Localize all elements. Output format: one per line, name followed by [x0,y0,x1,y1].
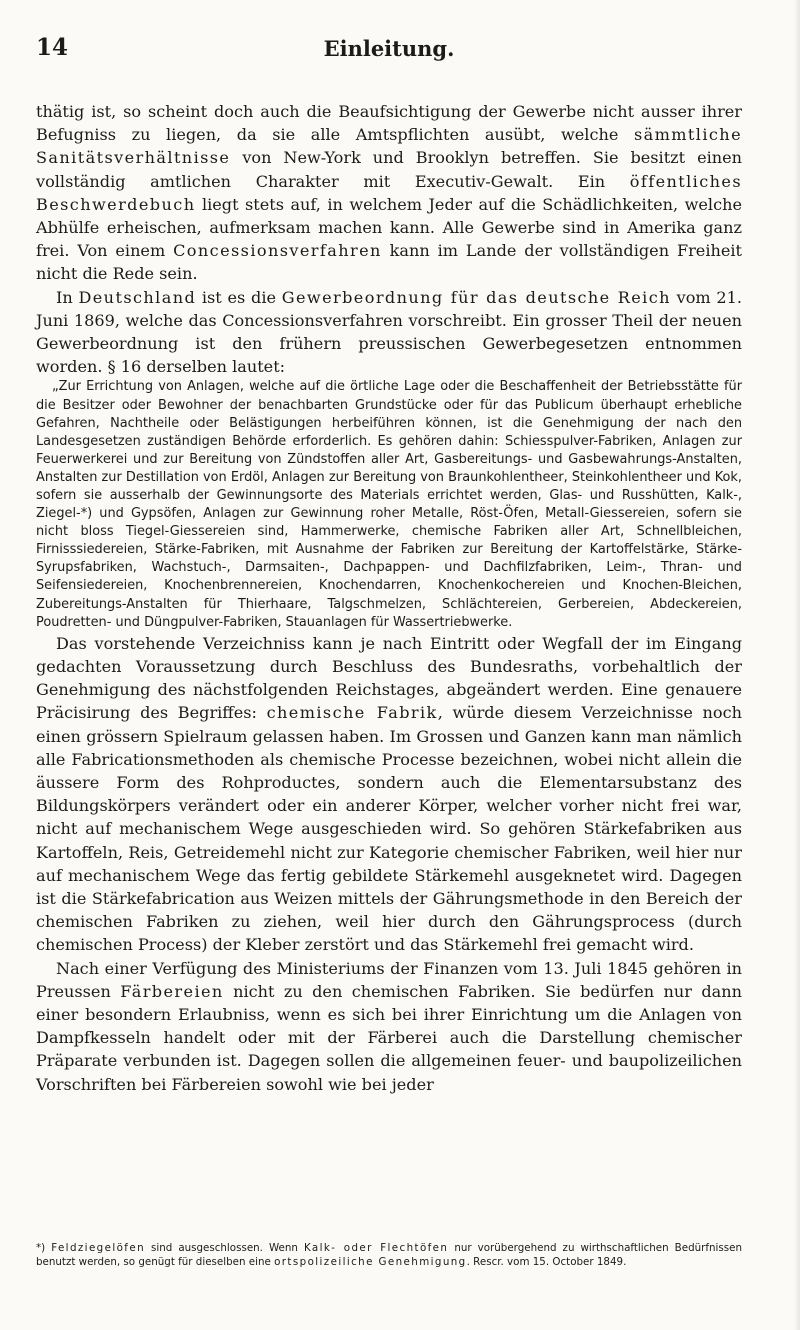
paragraph-1: thätig ist, so scheint doch auch die Beaufsichtigung der Gewerbe nicht ausser ihrer Befugniss zu liegen, da sie alle Amtspflichten ausübt, welche sämmtliche Sanitätsverhältnisse von New-York und Brooklyn betreffen. Sie besitzt einen vollständig amtlichen Charakter mit Executiv-Gewalt. Ein öffentliches Beschwerdebuch liegt stets auf, in welchem Jeder auf die Schädlichkeiten, welche Abhülfe erheischen, aufmerksam machen kann. Alle Gewerbe sind in Amerika ganz frei. Von einem Concessionsverfahren kann im Lande der vollständigen Freiheit nicht die Rede sein. [36,102,742,284]
spaced-emphasis: chemische Fabrik [266,703,438,723]
main-text [36,100,742,1096]
spaced-emphasis: öffentliches Beschwerdebuch [36,171,742,214]
quoted-section-16: „Zur Errichtung von Anlagen, welche auf die örtliche Lage oder die Beschaffenheit der Betriebsstätte für die Besitzer oder Bewohner der benachbarten Grundstücke oder für das Publicum überhaupt erhebliche Gefahren, Nachtheile oder Belästigungen herbeiführen können, ist die Genehmigung der nach den Landesgesetzen zuständigen Behörde erforderlich. Es gehören dahin: Schiesspulver-Fabriken, Anlagen zur Feuerwerkerei und zur Bereitung von Zündstoffen aller Art, Gasbereitungs- und Gasbewahrungs-Anstalten, Anstalten zur Destillation von Erdöl, Anlagen zur Bereitung von Braunkohlentheer, Steinkohlentheer und Kok, sofern sie ausserhalb der Gewinnungsorte des Materials errichtet werden, Glas- und Russhütten, Kalk-, Ziegel-*) und Gypsöfen, Anlagen zur Gewinnung roher Metalle, Röst-Öfen, Metall-Giessereien, sofern sie nicht bloss Tiegel-Giessereien sind, Hammerwerke, chemische Fabriken aller Art, Schnellbleichen, Firnisssiedereien, Stärke-Fabriken, mit Ausnahme der Fabriken zur Bereitung der Kartoffelstärke, Stärke-Syrupsfabriken, Wachstuch-, Darmsaiten-, Dachpappen- und Dachfilzfabriken, Leim-, Thran- und Seifensiedereien, Knochenbrennereien, Knochendarren, Knochenkochereien und Knochen-Bleichen, Zubereitungs-Anstalten für Thierhaare, Talgschmelzen, Schlächtereien, Gerbereien, Abdeckereien, Poudretten- und Düngpulver-Fabriken, Stauanlagen für Wassertriebwerke. [36,379,742,630]
spaced-emphasis: Gewerbeordnung für das deutsche Reich [281,287,671,307]
spaced-emphasis: Kalk- oder Flechtöfen [303,1242,449,1254]
page-header [36,34,742,62]
running-head: Einleitung. [323,36,455,61]
spaced-emphasis: Concessionsverfahren [173,241,382,261]
spaced-emphasis: Färbereien [120,981,224,1001]
page-edge-shadow [794,0,800,1330]
paragraph-3: Das vorstehende Verzeichniss kann je nach Eintritt oder Wegfall der im Eingang gedachten Voraussetzung durch Beschluss des Bundesraths, vorbehaltlich der Genehmigung des nächstfolgenden Reichstages, abgeändert werden. Eine genauere Präcisirung des Begriffes: chemische Fabrik, würde diesem Verzeichnisse noch einen grössern Spielraum gelassen haben. Im Grossen und Ganzen kann man nämlich alle Fabricationsmethoden als chemische Processe bezeichnen, wobei nicht allein die äussere Form des Rohproductes, sondern auch die Elementarsubstanz des Bildungskörpers verändert oder ein anderer Körper, welcher vorher nicht frei war, nicht auf mechanischem Wege ausgeschieden wird. So gehören Stärkefabriken aus Kartoffeln, Reis, Getreidemehl nicht zur Kategorie chemischer Fabriken, weil hier nur auf mechanischem Wege das fertig gebildete Stärkemehl ausgeknetet wird. Dagegen ist die Stärkefabrication aus Weizen mittels der Gährungsmethode in den Bereich der chemischen Fabriken zu ziehen, weil hier durch den Gährungsprocess (durch chemischen Process) der Kleber zerstört und das Stärkemehl frei gemacht wird. [36,633,742,955]
spaced-emphasis: sämmtliche Sanitätsverhältnisse [36,125,742,168]
spaced-emphasis: ortspolizeiliche Genehmigung [274,1256,467,1268]
paragraph-2: In Deutschland ist es die Gewerbeordnung für das deutsche Reich vom 21. Juni 1869, welche das Concessionsverfahren vorschreibt. Ein grosser Theil der neuen Gewerbeordnung ist den frühern preussischen Gewerbegesetzen entnommen worden. § 16 derselben lautet: [36,287,743,377]
spaced-emphasis: Feldziegelöfen [51,1242,145,1254]
page-number: 14 [36,34,69,61]
spaced-emphasis: Deutschland [78,287,197,307]
footnote: *) Feldziegelöfen sind ausgeschlossen. Wenn Kalk- oder Flechtöfen nur vorübergehend zu wirthschaftlichen Bedürfnissen benutzt werden, so genügt für dieselben eine ortspolizeiliche Genehmigung. Rescr. vom 15. October 1849. [36,1242,742,1268]
paragraph-4: Nach einer Verfügung des Ministeriums der Finanzen vom 13. Juli 1845 gehören in Preussen Färbereien nicht zu den chemischen Fabriken. Sie bedürfen nur dann einer besondern Erlaubniss, wenn es sich bei ihrer Einrichtung um die Anlagen von Dampfkesseln handelt oder mit der Färberei auch die Darstellung chemischer Präparate verbunden ist. Dagegen sollen die allgemeinen feuer- und baupolizeilichen Vorschriften bei Färbereien sowohl wie bei jeder [36,958,742,1094]
